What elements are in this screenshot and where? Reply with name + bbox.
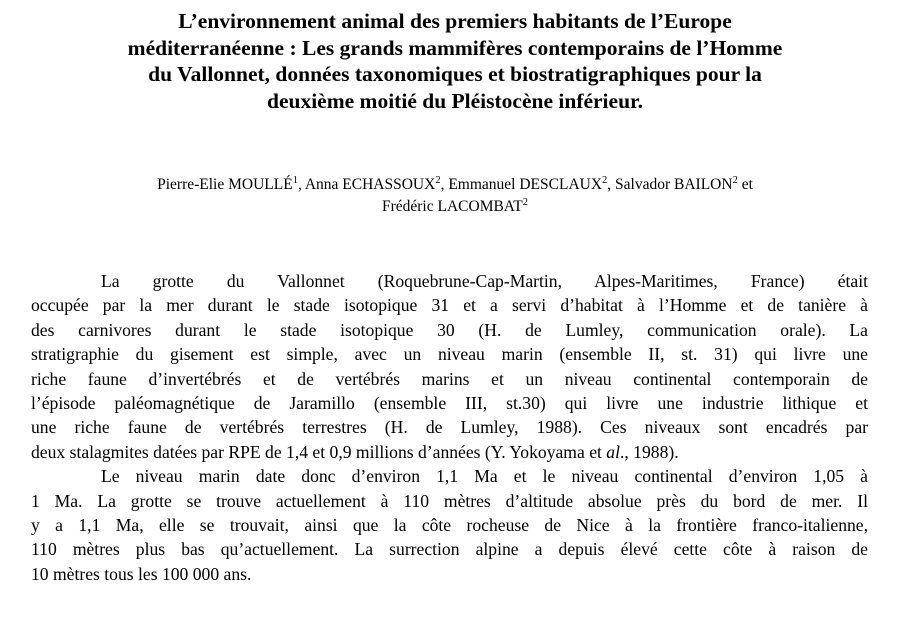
italic-text: al xyxy=(606,441,620,462)
title-line: L’environnement animal des premiers habitants de l’Europe xyxy=(178,9,732,33)
text-line: 110 mètres plus bas qu’actuellement. La surrection alpine a depuis élevé cette côte à raison de xyxy=(31,539,868,560)
text-line: une riche faune de vertébrés terrestres (H. de Lumley, 1988). Ces niveaux sont encadrés par xyxy=(31,417,868,438)
affiliation-mark: 1 xyxy=(292,175,298,186)
author-separator: , xyxy=(607,176,612,193)
author-name: Emmanuel DESCLAUX xyxy=(448,176,603,193)
author-list xyxy=(30,174,880,218)
affiliation-mark: 2 xyxy=(732,175,738,186)
author-line xyxy=(30,196,880,218)
author-separator: , xyxy=(440,176,445,193)
text-line: l’épisode paléomagnétique de Jaramillo (ensemble III, st.30) qui livre une industrie lithique et xyxy=(31,393,868,414)
author-line xyxy=(30,174,880,196)
text-line: des carnivores durant le stade isotopique 30 (H. de Lumley, communication orale). La xyxy=(31,319,868,340)
text-segment: ., 1988). xyxy=(619,441,679,462)
text-line: 10 mètres tous les 100 000 ans. xyxy=(31,563,252,584)
author-name: Pierre-Elie MOULLÉ xyxy=(157,176,293,193)
author-name: Anna ECHASSOUX xyxy=(304,176,436,193)
text-line: Le niveau marin date donc d’environ 1,1 Ma et le niveau continental d’environ 1,05 à xyxy=(101,466,868,487)
abstract-body xyxy=(31,269,868,586)
title-line: du Vallonnet, données taxonomiques et biostratigraphiques pour la xyxy=(148,62,762,86)
text-line: y a 1,1 Ma, elle se trouvait, ainsi que la côte rocheuse de Nice à la frontière franco-italienne, xyxy=(31,515,868,536)
text-line: riche faune d’invertébrés et de vertébrés marins et un niveau continental contemporain de xyxy=(31,368,868,389)
text-line: La grotte du Vallonnet (Roquebrune-Cap-Martin, Alpes-Maritimes, France) était xyxy=(101,271,868,291)
text-line: 1 Ma. La grotte se trouve actuellement à 110 mètres d’altitude absolue près du bord de mer. Il xyxy=(31,490,868,511)
affiliation-mark: 2 xyxy=(602,175,608,186)
paragraph-1 xyxy=(31,269,868,464)
paper-title xyxy=(40,8,870,114)
paragraph-2 xyxy=(31,464,868,586)
author-conjunction: et xyxy=(741,176,753,193)
text-line xyxy=(31,440,868,464)
text-line: stratigraphie du gisement est simple, avec un niveau marin (ensemble II, st. 31) qui livre une xyxy=(31,344,868,365)
title-line: deuxième moitié du Pléistocène inférieur. xyxy=(267,88,643,113)
author-name: Frédéric LACOMBAT xyxy=(381,198,523,215)
text-segment: deux stalagmites datées par RPE de 1,4 et 0,9 millions d’années (Y. Yokoyama et xyxy=(31,441,607,462)
affiliation-mark: 2 xyxy=(435,175,441,186)
title-line: méditerranéenne : Les grands mammifères contemporains de l’Homme xyxy=(127,35,783,60)
author-name: Salvador BAILON xyxy=(615,176,733,193)
affiliation-mark: 2 xyxy=(522,197,529,208)
author-separator: , xyxy=(297,176,302,193)
text-line: occupée par la mer durant le stade isotopique 31 et a servi d’habitat à l’Homme et de tanière à xyxy=(31,295,868,316)
